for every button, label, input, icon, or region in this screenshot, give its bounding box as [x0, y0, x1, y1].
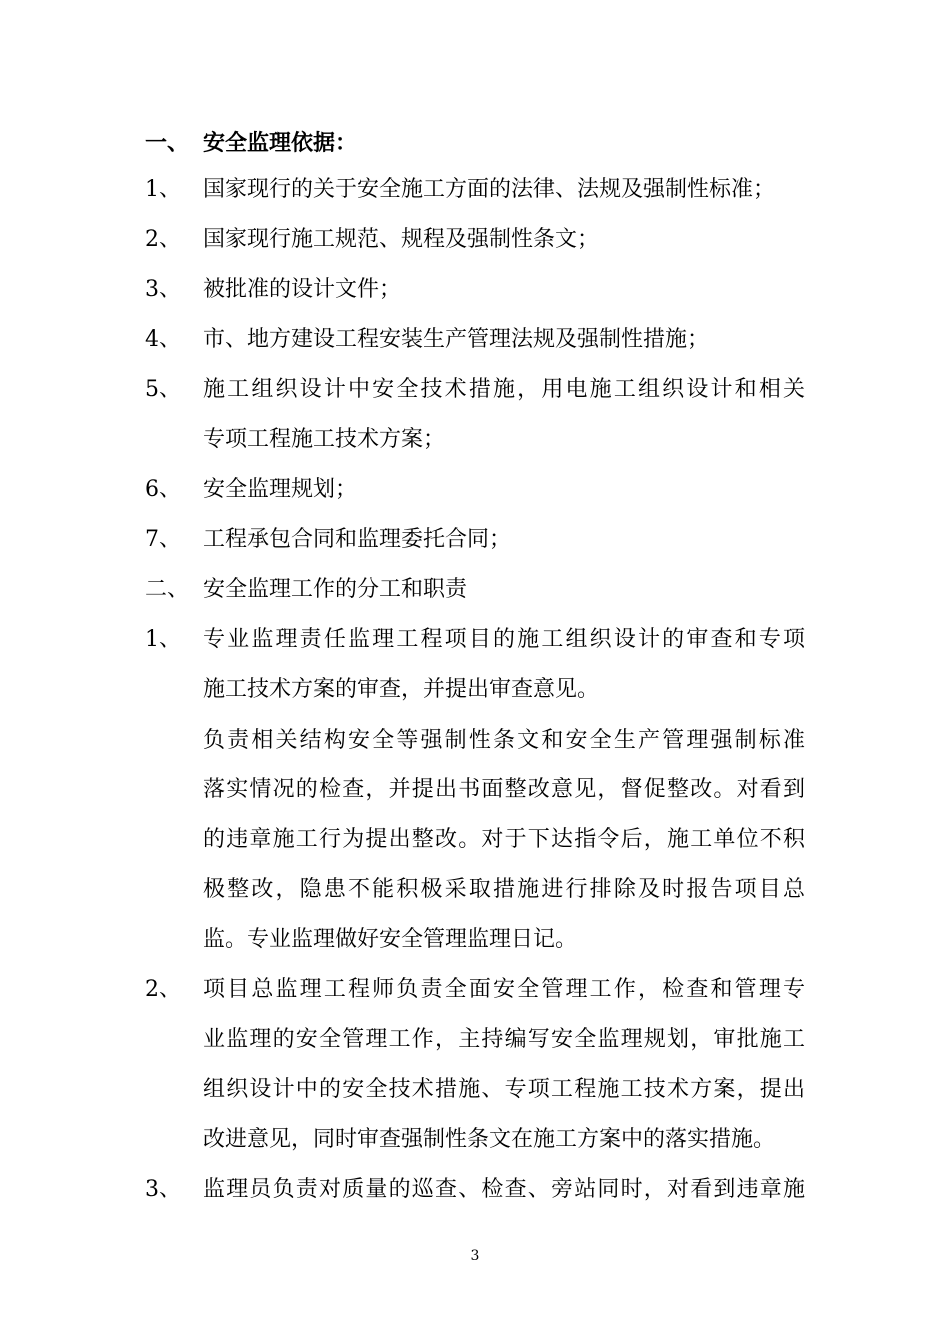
item-number: 二、	[145, 577, 190, 602]
item-text: 安全监理依据：	[203, 130, 358, 156]
text-line	[0, 665, 950, 715]
text-line	[0, 915, 950, 965]
text-line	[0, 315, 950, 365]
text-line	[0, 615, 950, 665]
text-line	[0, 1165, 950, 1215]
item-text: 项目总监理工程师负责全面安全管理工作，检查和管理专	[203, 977, 805, 1002]
item-text: 的违章施工行为提出整改。对于下达指令后，施工单位不积	[203, 827, 805, 852]
text-line	[0, 1115, 950, 1165]
item-text: 被批准的设计文件；	[203, 277, 402, 302]
text-line	[0, 118, 950, 168]
text-line	[0, 415, 950, 465]
text-line	[0, 165, 950, 215]
item-text: 专项工程施工技术方案；	[203, 427, 446, 452]
item-text: 国家现行的关于安全施工方面的法律、法规及强制性标准；	[203, 177, 776, 202]
item-text: 安全监理规划；	[203, 477, 358, 502]
item-text: 极整改，隐患不能积极采取措施进行排除及时报告项目总	[203, 877, 805, 902]
item-text: 负责相关结构安全等强制性条文和安全生产管理强制标准	[203, 728, 805, 753]
item-number: 3、	[145, 277, 181, 302]
text-line	[0, 215, 950, 265]
item-text: 业监理的安全管理工作，主持编写安全监理规划，审批施工	[203, 1027, 805, 1052]
item-text: 国家现行施工规范、规程及强制性条文；	[203, 227, 600, 252]
text-line	[0, 265, 950, 315]
text-line	[0, 765, 950, 815]
text-line	[0, 1015, 950, 1065]
item-number: 5、	[145, 377, 181, 402]
item-text: 落实情况的检查，并提出书面整改意见，督促整改。对看到	[203, 777, 805, 802]
item-text: 专业监理责任监理工程项目的施工组织设计的审查和专项	[203, 627, 805, 652]
item-number: 1、	[145, 627, 181, 652]
text-line	[0, 716, 950, 766]
item-number: 4、	[145, 327, 181, 352]
text-line	[0, 515, 950, 565]
item-text: 监。专业监理做好安全管理监理日记。	[203, 927, 578, 952]
item-number: 1、	[145, 177, 181, 202]
item-text: 组织设计中的安全技术措施、专项工程施工技术方案，提出	[203, 1077, 805, 1102]
text-line	[0, 565, 950, 615]
item-number: 6、	[145, 477, 181, 502]
item-text: 施工组织设计中安全技术措施，用电施工组织设计和相关	[203, 377, 805, 402]
item-number: 一、	[145, 130, 190, 156]
item-text: 施工技术方案的审查，并提出审查意见。	[203, 677, 600, 702]
text-line	[0, 365, 950, 415]
page-number: 3	[470, 1248, 480, 1264]
text-line	[0, 815, 950, 865]
text-line	[0, 965, 950, 1015]
item-number: 7、	[145, 527, 181, 552]
text-line	[0, 1065, 950, 1115]
item-number: 2、	[145, 227, 181, 252]
item-number: 3、	[145, 1177, 181, 1202]
text-line	[0, 865, 950, 915]
item-text: 市、地方建设工程安装生产管理法规及强制性措施；	[203, 327, 710, 352]
item-text: 工程承包合同和监理委托合同；	[203, 527, 512, 552]
item-text: 安全监理工作的分工和职责	[203, 577, 468, 602]
text-line	[0, 465, 950, 515]
item-text: 监理员负责对质量的巡查、检查、旁站同时，对看到违章施	[203, 1177, 805, 1202]
item-number: 2、	[145, 977, 181, 1002]
item-text: 改进意见，同时审查强制性条文在施工方案中的落实措施。	[203, 1127, 776, 1152]
